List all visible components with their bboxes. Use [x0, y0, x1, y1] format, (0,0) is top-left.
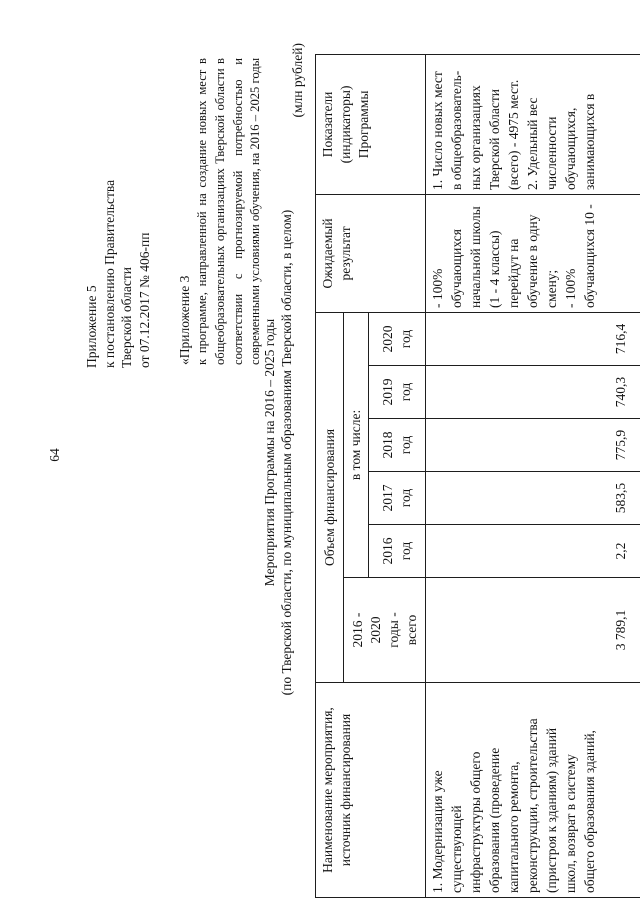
header-year-2020 — [369, 312, 426, 365]
annex-block — [83, 180, 154, 368]
indicator-line: обучающихся, — [563, 107, 578, 190]
indicator-line: численности — [544, 116, 559, 190]
measure-name-line: существующей — [449, 805, 464, 893]
indicator-line: в общеобразователь- — [449, 70, 464, 190]
header-year-line: 2019 — [380, 378, 395, 406]
header-year-line: год — [398, 382, 413, 402]
annex-line: от 07.12.2017 № 406-пп — [137, 232, 153, 368]
result-line: - 100% — [563, 268, 578, 308]
header-indicators-line: Показатели — [320, 91, 335, 158]
header-year-line: год — [398, 541, 413, 561]
header-name-line: источник финансирования — [338, 713, 353, 867]
row-value-2016: 2,2 — [426, 525, 640, 578]
header-year-line: год — [398, 435, 413, 455]
annex-ref-line: общеобразовательных организациях Тверской области в — [212, 58, 227, 365]
annex-ref-heading: «Приложение 3 — [177, 275, 192, 365]
measure-name-line: инфраструктуры общего — [468, 751, 483, 893]
header-total-line: всего — [403, 614, 419, 646]
document-title: Мероприятия Программы на 2016 – 2025 годы — [262, 318, 277, 587]
measures-table — [315, 54, 640, 898]
header-result-line: Ожидаемый — [320, 218, 335, 289]
header-measure-name — [316, 683, 426, 898]
annex-line: Тверской области — [119, 267, 135, 368]
result-line: обучающихся — [449, 229, 464, 308]
annex-line: к постановлению Правительства — [101, 179, 117, 368]
row-value-2020: 716,4 — [426, 312, 640, 365]
result-line: перейдут на — [506, 238, 521, 308]
header-indicators-line: (индикаторы) — [338, 85, 353, 164]
header-year-2016 — [369, 525, 426, 578]
header-row-1 — [316, 54, 344, 897]
measure-name-line: (пристроя к зданиям) зданий — [544, 727, 559, 893]
header-year-line: 2016 — [380, 537, 395, 565]
measure-name-line: 1. Модернизация уже — [430, 770, 445, 893]
header-expected-result — [316, 194, 426, 312]
header-total-line: 2020 — [367, 616, 383, 644]
header-including: в том числе: — [344, 312, 369, 577]
row-total-value: 3 789,1 — [426, 578, 640, 683]
header-year-2018 — [369, 419, 426, 472]
header-year-line: 2020 — [380, 325, 395, 353]
result-line: обучение в одну — [525, 214, 540, 308]
annex-ref-line: современными условиями обучения, на 2016 – 2025 годы — [248, 57, 263, 365]
header-total-line: годы - — [385, 612, 401, 648]
header-indicators-line: Программы — [356, 90, 371, 159]
row-value-2017: 583,5 — [426, 472, 640, 525]
row-expected-result — [426, 194, 640, 312]
header-year-line: год — [398, 329, 413, 349]
header-name-line: Наименование мероприятия, — [320, 707, 335, 873]
header-year-2019 — [369, 366, 426, 419]
result-line: (1 - 4 классы) — [487, 230, 502, 308]
row-value-2019: 740,3 — [426, 366, 640, 419]
result-line: - 100% — [430, 268, 445, 308]
annex-ref-line: соответствии с прогнозируемой потребностью и — [230, 58, 245, 365]
measure-name-line: школ, возврат в систему — [563, 754, 578, 893]
header-indicators — [316, 54, 426, 194]
indicator-line: 2. Удельный вес — [525, 97, 540, 190]
result-line: начальной школы — [468, 206, 483, 308]
indicator-line: Тверской области — [487, 88, 502, 190]
header-year-line: год — [398, 488, 413, 508]
header-funding: Объем финансирования — [316, 312, 344, 682]
header-year-line: 2017 — [380, 484, 395, 512]
row-indicators — [426, 54, 640, 194]
measure-name-line: образования (проведение — [487, 747, 502, 893]
header-total — [344, 578, 426, 683]
row-value-2018: 775,9 — [426, 419, 640, 472]
header-year-2017 — [369, 472, 426, 525]
indicator-line: 1. Число новых мест — [430, 71, 445, 190]
result-line: смену; — [544, 269, 559, 308]
measure-name-line: капитального ремонта, — [506, 761, 521, 893]
document-subtitle: (по Тверской области, по муниципальным образованиям Тверской области, в целом) — [279, 209, 294, 696]
annex-ref-paragraph — [194, 58, 265, 365]
header-year-line: 2018 — [380, 431, 395, 459]
header-total-line: 2016 - — [349, 612, 365, 648]
table-row — [426, 54, 640, 897]
header-result-line: результат — [338, 226, 353, 281]
result-line: обучающихся 10 - — [582, 204, 597, 308]
annex-ref-line: к программе, направленной на создание новых мест в — [195, 58, 209, 365]
indicator-line: ных организациях — [468, 85, 483, 190]
indicator-line: (всего) - 4975 мест. — [506, 79, 521, 190]
measure-name-line: общего образования зданий, — [582, 730, 597, 893]
page-number: 64 — [47, 448, 62, 462]
units-label: (млн рублей) — [290, 43, 305, 118]
indicator-line: занимающихся в — [582, 93, 597, 190]
row-measure-name — [426, 683, 640, 898]
measure-name-line: реконструкции, строительства — [525, 718, 540, 893]
annex-line: Приложение 5 — [84, 285, 99, 368]
